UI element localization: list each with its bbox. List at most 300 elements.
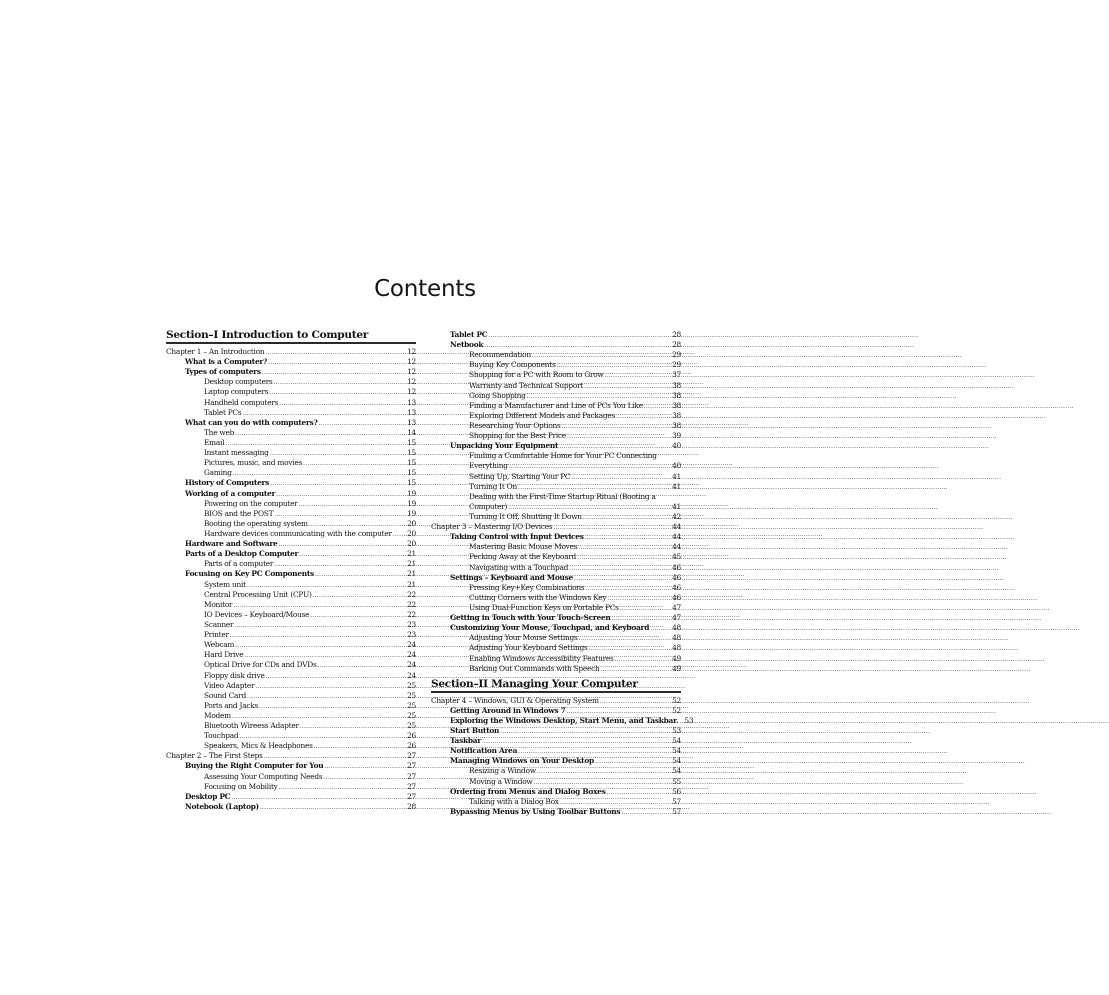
entry-page-number: 57 [672, 806, 681, 816]
entry-title: Recommendation [469, 350, 531, 360]
toc-entry [431, 370, 681, 380]
entry-page-number: 24 [407, 650, 416, 660]
entry-page-number: 56 [672, 786, 681, 796]
dot-leader [266, 672, 407, 682]
dot-leader [650, 624, 671, 634]
toc-entry [166, 610, 416, 620]
toc-entry [431, 350, 681, 360]
entry-page-number: 44 [672, 542, 681, 552]
toc-entry [431, 726, 681, 736]
entry-title: Taking Control with Input Devices [450, 532, 584, 542]
entry-title: Taskbar [450, 736, 481, 746]
dot-leader [578, 543, 671, 553]
entry-page-number: 40 [672, 441, 681, 451]
entry-page-number: 46 [672, 582, 681, 592]
toc-entry [166, 468, 416, 478]
toc-entry [431, 552, 681, 562]
toc-entry [431, 654, 681, 664]
entry-page-number: 38 [672, 380, 681, 390]
entry-title: Parts of a Desktop Computer [185, 549, 299, 559]
toc-entry [431, 441, 681, 451]
dot-leader [601, 665, 672, 675]
entry-page-number: 12 [407, 347, 416, 356]
entry-page-number: 52 [672, 705, 681, 715]
toc-entry [431, 563, 681, 573]
toc-entry [166, 559, 416, 569]
entry-title: What is a Computer? [185, 357, 268, 367]
entry-title: IO Devices – Keyboard/Mouse [204, 609, 310, 619]
entry-title: Chapter 1 – An Introduction [166, 347, 265, 356]
toc-left-column [166, 330, 416, 812]
entry-page-number: 21 [407, 559, 416, 569]
dot-leader [310, 611, 406, 621]
dot-leader [247, 692, 406, 702]
toc-entry [166, 731, 416, 741]
entry-title: Hardware and Software [185, 539, 278, 549]
dot-leader [595, 757, 671, 767]
entry-title: Sound Card [204, 690, 246, 700]
dot-leader [577, 553, 671, 563]
entry-title: Turning It On [469, 481, 517, 491]
toc-entry [431, 472, 681, 482]
dot-leader [620, 604, 671, 614]
entry-page-number: 52 [672, 695, 681, 705]
entry-title: Pictures, music, and movies [204, 458, 303, 468]
section-heading: Section–II Managing Your Computer [431, 679, 681, 693]
entry-title: Adjusting Your Mouse Settings [469, 633, 578, 643]
entry-page-number: 13 [407, 407, 416, 417]
entry-title: Focusing on Key PC Components [185, 569, 314, 579]
toc-entry [166, 377, 416, 387]
entry-page-number: 12 [407, 357, 416, 367]
page-title: Contents [374, 276, 476, 302]
toc-entry [431, 787, 681, 797]
dot-leader [299, 550, 406, 560]
entry-page-number: 21 [407, 569, 416, 579]
toc-entry [166, 660, 416, 670]
entry-page-number: 47 [672, 602, 681, 612]
toc-entry [431, 461, 681, 471]
dot-leader [265, 348, 406, 358]
toc-entry [166, 569, 416, 579]
toc-entry [166, 630, 416, 640]
toc-entry [431, 603, 681, 613]
entry-title: The web [204, 427, 235, 437]
entry-page-number: 15 [407, 478, 416, 488]
toc-entry [431, 330, 681, 340]
entry-title: Pressing Key+Key Combinations [469, 582, 585, 592]
entry-page-number: 25 [407, 680, 416, 690]
entry-page-number: 20 [407, 539, 416, 549]
toc-entry [431, 391, 681, 401]
toc-entry [166, 387, 416, 397]
toc-entry [166, 398, 416, 408]
entry-title: Notebook (Laptop) [185, 801, 259, 811]
entry-title: Everything [469, 461, 508, 471]
toc-entry [431, 512, 681, 522]
entry-title: Warranty and Technical Support [469, 380, 584, 390]
dot-leader [319, 419, 406, 429]
entry-page-number: 19 [407, 508, 416, 518]
entry-page-number: 54 [672, 766, 681, 776]
dot-leader [537, 767, 671, 777]
entry-title: Getting in Touch with Your Touch-Screen [450, 613, 611, 623]
entry-title: Scanner [204, 619, 234, 629]
entry-page-number: 23 [407, 619, 416, 629]
dot-leader [644, 402, 671, 412]
entry-page-number: 29 [672, 350, 681, 360]
toc-entry [431, 623, 681, 633]
entry-page-number: 28 [672, 330, 681, 339]
dot-leader [260, 803, 406, 813]
entry-page-number: 19 [407, 488, 416, 498]
entry-page-number: 53 [684, 715, 694, 725]
dot-leader [578, 634, 671, 644]
entry-page-number: 42 [672, 511, 681, 521]
entry-page-number: 37 [672, 370, 681, 380]
toc-entry [166, 367, 416, 377]
entry-title: Researching Your Options [469, 420, 561, 430]
entry-title: Going Shopping [469, 390, 526, 400]
toc-entry [166, 681, 416, 691]
entry-title: Tablet PCs [204, 407, 242, 417]
toc-entry [166, 590, 416, 600]
entry-title: Tablet PC [450, 330, 488, 339]
dot-leader [262, 368, 406, 378]
entry-page-number: 28 [672, 340, 681, 350]
entry-page-number: 45 [672, 552, 681, 562]
dot-leader [230, 631, 406, 641]
entry-page-number: 25 [407, 690, 416, 700]
entry-title: Buying the Right Computer for You [185, 761, 324, 771]
entry-page-number: 15 [407, 448, 416, 458]
entry-title: Start Button [450, 726, 500, 736]
entry-page-number: 48 [672, 623, 681, 633]
entry-page-number: 27 [407, 761, 416, 771]
chapter-entry [431, 522, 681, 532]
entry-page-number: 25 [407, 700, 416, 710]
entry-title: Chapter 2 – The First Steps [166, 751, 263, 761]
entry-page-number: 47 [672, 613, 681, 623]
entry-page-number: 24 [407, 640, 416, 650]
entry-title: Shopping for a PC with Room to Grow [469, 370, 604, 380]
toc-entry [431, 756, 681, 766]
entry-title: Turning It Off, Shutting It Down [469, 511, 582, 521]
toc-entry [166, 489, 416, 499]
dot-leader [269, 388, 406, 398]
entry-page-number: 54 [672, 746, 681, 756]
toc-entry [166, 499, 416, 509]
entry-title: Finding a Manufacturer and Line of PCs You Like [469, 400, 643, 410]
entry-page-number: 49 [672, 653, 681, 663]
toc-entry [431, 360, 681, 370]
entry-page-number: 23 [407, 630, 416, 640]
entry-title: Settings – Keyboard and Mouse [450, 572, 573, 582]
dot-leader [585, 533, 671, 543]
entry-page-number: 27 [407, 781, 416, 791]
entry-page-number: 46 [672, 572, 681, 582]
entry-title: Chapter 3 – Mastering I/O Devices [431, 522, 553, 532]
entry-title: Ordering from Menus and Dialog Boxes [450, 786, 606, 796]
toc-entry [166, 519, 416, 529]
entry-title: Setting Up, Starting Your PC [469, 471, 571, 481]
toc-entry [431, 502, 681, 512]
toc-entry [166, 509, 416, 519]
toc-entry [431, 411, 681, 421]
dot-leader [235, 641, 406, 651]
toc-entry [166, 650, 416, 660]
toc-entry [166, 408, 416, 418]
entry-page-number: 41 [672, 481, 681, 491]
entry-title: History of Computers [185, 478, 270, 488]
dot-leader [279, 399, 406, 409]
entry-title: Touchpad [204, 731, 239, 741]
entry-title: Customizing Your Mouse, Touchpad, and Keyboard [450, 623, 650, 633]
toc-entry [166, 448, 416, 458]
toc-entry [166, 620, 416, 630]
dot-leader [562, 422, 671, 432]
entry-page-number: 25 [407, 710, 416, 720]
entry-title: Hard Drive [204, 650, 244, 660]
entry-title: Exploring the Windows Desktop, Start Menu, and Taskbar. [450, 715, 679, 725]
dot-leader [569, 564, 671, 574]
dot-leader [268, 358, 406, 368]
toc-entry-wrapped: Dealing with the First-Time Startup Ritual (Booting a [469, 491, 656, 501]
entry-title: Modem [204, 710, 231, 720]
entry-page-number: 48 [672, 633, 681, 643]
toc-entry [166, 529, 416, 539]
entry-page-number: 44 [672, 532, 681, 542]
entry-title: Central Processing Unit (CPU) [204, 589, 312, 599]
dot-leader [616, 412, 671, 422]
toc-entry [166, 761, 416, 771]
entry-title: Talking with a Dialog Box [469, 796, 559, 806]
entry-title: Handheld computers [204, 397, 279, 407]
toc-entry [166, 701, 416, 711]
entry-page-number: 24 [407, 660, 416, 670]
entry-title: Printer [204, 630, 229, 640]
dot-leader [303, 459, 406, 469]
entry-page-number: 57 [672, 796, 681, 806]
entry-title: Ports and Jacks [204, 700, 259, 710]
dot-leader [584, 382, 671, 392]
toc-entry [431, 532, 681, 542]
dot-leader [315, 570, 406, 580]
toc-right-column [431, 330, 694, 817]
toc-entry [431, 664, 681, 674]
entry-page-number: 21 [407, 549, 416, 559]
toc-entry [166, 418, 416, 428]
toc-entry [166, 539, 416, 549]
toc-entry [431, 706, 681, 716]
entry-title: Video Adapter [204, 680, 255, 690]
toc-entry [431, 381, 681, 391]
toc-entry-wrapped: Finding a Comfortable Home for Your PC Connecting [469, 451, 657, 461]
entry-title: Email [204, 437, 225, 447]
entry-page-number: 27 [407, 751, 416, 761]
entry-title: Webcam [204, 640, 235, 650]
dot-leader [488, 331, 671, 341]
entry-title: Computer) [469, 501, 508, 511]
dot-leader [324, 762, 406, 772]
entry-title: Enabling Windows Accessibility Features [469, 653, 614, 663]
entry-title: Resizing a Window [469, 766, 536, 776]
dot-leader [583, 513, 671, 523]
entry-title: Parts of a computer [204, 559, 274, 569]
toc-entry [166, 802, 416, 812]
entry-title: Speakers, Mics & Headphones [204, 741, 313, 751]
entry-title: Chapter 4 – Windows, GUI & Operating System [431, 695, 599, 705]
entry-title: Powering on the computer [204, 498, 298, 508]
toc-entry [431, 583, 681, 593]
toc-entry [166, 741, 416, 751]
toc-entry [431, 633, 681, 643]
entry-page-number: 20 [407, 518, 416, 528]
entry-title: Assessing Your Computing Needs [204, 771, 323, 781]
dot-leader [274, 378, 407, 388]
dot-leader [234, 621, 406, 631]
entry-page-number: 26 [407, 731, 416, 741]
toc-entry [166, 792, 416, 802]
entry-title: Booting the operating system [204, 518, 308, 528]
entry-page-number: 41 [672, 471, 681, 481]
toc-entry [166, 711, 416, 721]
dot-leader [323, 773, 406, 783]
dot-leader [313, 591, 407, 601]
dot-leader [571, 473, 671, 483]
entry-page-number: 22 [407, 609, 416, 619]
entry-page-number: 21 [407, 579, 416, 589]
dot-leader [393, 530, 406, 540]
entry-page-number: 22 [407, 599, 416, 609]
dot-leader [600, 697, 671, 707]
dot-leader [300, 722, 406, 732]
dot-leader [279, 783, 406, 793]
dot-leader [259, 702, 406, 712]
entry-page-number: 15 [407, 458, 416, 468]
entry-page-number: 38 [672, 410, 681, 420]
toc-entry [431, 340, 681, 350]
toc-entry [166, 478, 416, 488]
dot-leader [318, 661, 407, 671]
toc-entry [166, 671, 416, 681]
entry-title: Hardware devices communicating with the computer [204, 528, 392, 538]
toc-entry [431, 482, 681, 492]
entry-page-number: 38 [672, 390, 681, 400]
toc-entry [431, 401, 681, 411]
entry-title: Focusing on Mobility [204, 781, 278, 791]
toc-entry [166, 438, 416, 448]
entry-title: Moving a Window [469, 776, 533, 786]
entry-title: Using Dual-Function Keys on Portable PCs [469, 602, 619, 612]
dot-leader [299, 500, 407, 510]
entry-title: Getting Around in Windows 7 [450, 705, 566, 715]
entry-page-number: 25 [407, 721, 416, 731]
entry-title: Adjusting Your Keyboard Settings [469, 643, 588, 653]
entry-title: Shopping for the Best Price [469, 431, 567, 441]
entry-title: System unit [204, 579, 246, 589]
entry-page-number: 20 [407, 528, 416, 538]
toc-entry [431, 431, 681, 441]
entry-title: Cutting Corners with the Windows Key [469, 592, 607, 602]
entry-page-number: 29 [672, 360, 681, 370]
toc-entry [166, 721, 416, 731]
entry-title: Desktop PC [185, 791, 231, 801]
entry-page-number: 46 [672, 562, 681, 572]
entry-title: Laptop computers [204, 387, 269, 397]
entry-page-number: 46 [672, 592, 681, 602]
entry-title: Monitor [204, 599, 233, 609]
dot-leader [270, 479, 406, 489]
entry-title: Managing Windows on Your Desktop [450, 756, 594, 766]
chapter-entry [431, 696, 681, 706]
toc-entry [166, 772, 416, 782]
entry-page-number: 38 [672, 420, 681, 430]
entry-page-number: 22 [407, 589, 416, 599]
entry-page-number: 39 [672, 431, 681, 441]
toc-entry [431, 542, 681, 552]
toc-entry [431, 715, 694, 726]
toc-entry [431, 643, 681, 653]
chapter-entry [166, 347, 416, 357]
entry-page-number: 13 [407, 417, 416, 427]
entry-page-number: 26 [407, 741, 416, 751]
entry-title: Pecking Away at the Keyboard [469, 552, 576, 562]
dot-leader [500, 727, 671, 737]
entry-title: BIOS and the POST [204, 508, 274, 518]
entry-page-number: 24 [407, 670, 416, 680]
entry-page-number: 53 [672, 726, 681, 736]
entry-page-number: 54 [672, 736, 681, 746]
toc-entry [166, 691, 416, 701]
entry-title: Bypassing Menus by Using Toolbar Buttons [450, 806, 621, 816]
dot-leader [574, 574, 671, 584]
entry-title: Navigating with a Touchpad [469, 562, 569, 572]
entry-title: Netbook [450, 340, 484, 350]
entry-page-number: 27 [407, 771, 416, 781]
toc-entry [431, 797, 681, 807]
toc-entry [166, 580, 416, 590]
toc-entry [431, 766, 681, 776]
toc-entry [431, 573, 681, 583]
entry-title: Instant messaging [204, 448, 269, 458]
entry-page-number: 27 [407, 791, 416, 801]
toc-entry [431, 807, 681, 817]
entry-title: Optical Drive for CDs and DVDs [204, 660, 317, 670]
toc-entry [166, 782, 416, 792]
entry-title: Unpacking Your Equipment [450, 441, 559, 451]
entry-page-number: 41 [672, 501, 681, 511]
dot-leader [255, 682, 406, 692]
dot-leader [607, 788, 671, 798]
entry-title: What can you do with computers? [185, 417, 318, 427]
entry-title: Types of computers [185, 367, 261, 377]
entry-page-number: 12 [407, 377, 416, 387]
toc-entry [166, 458, 416, 468]
entry-title: Floppy disk drive [204, 670, 265, 680]
dot-leader [567, 432, 671, 442]
entry-page-number: 12 [407, 387, 416, 397]
entry-title: Mastering Basic Mouse Moves [469, 542, 578, 552]
toc-entry [431, 613, 681, 623]
dot-leader [621, 808, 671, 818]
entry-page-number: 13 [407, 397, 416, 407]
chapter-entry [166, 751, 416, 761]
entry-title: Buying Key Components [469, 360, 556, 370]
toc-entry [166, 549, 416, 559]
toc-entry [431, 593, 681, 603]
entry-title: Barking Out Commands with Speech [469, 663, 600, 673]
